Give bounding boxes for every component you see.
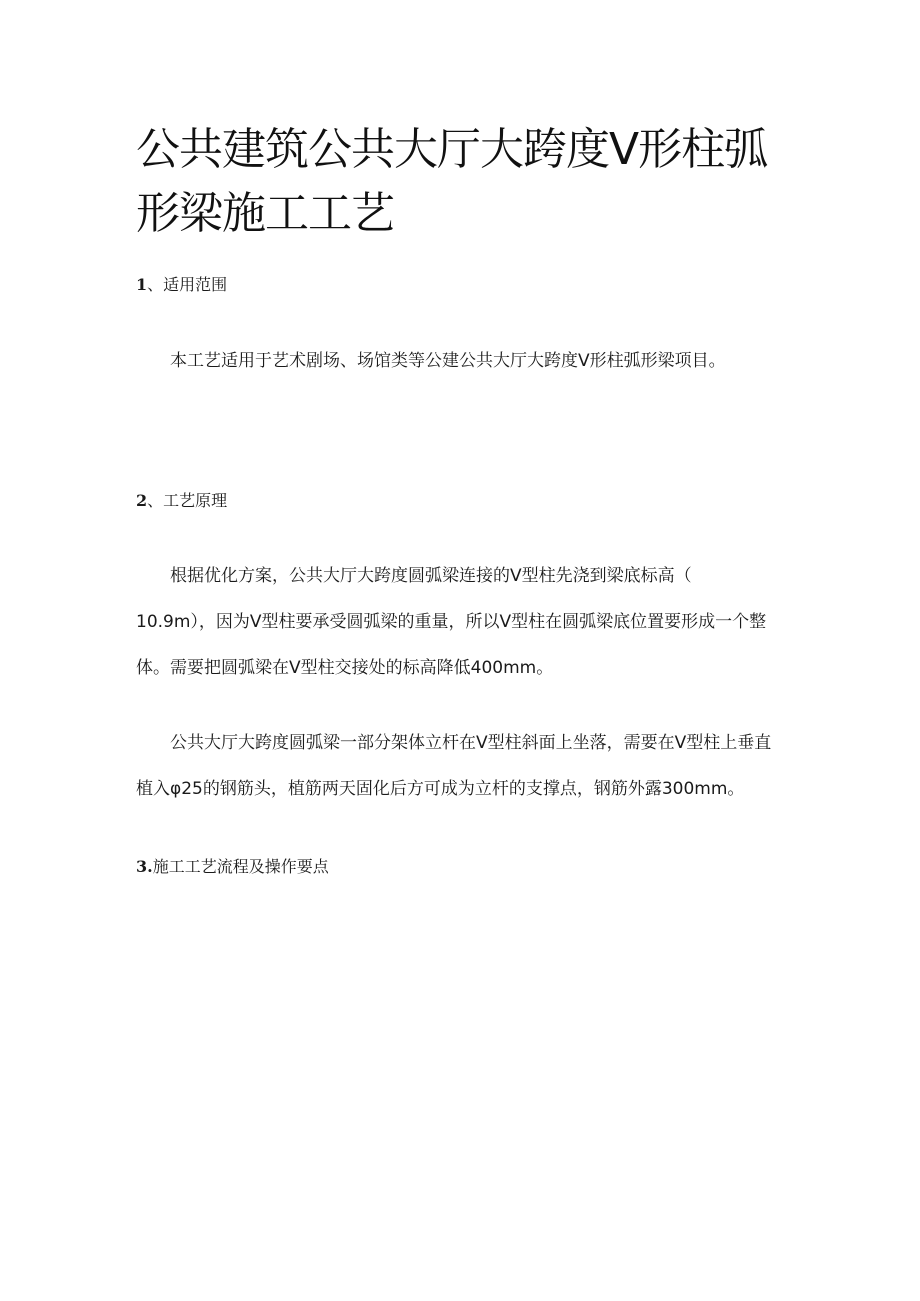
paragraph-line: 本工艺适用于艺术剧场、场馆类等公建公共大厅大跨度V形柱弧形梁项目。 <box>170 351 726 371</box>
paragraph-principle-1 <box>136 563 786 683</box>
section-number: 3. <box>136 857 153 876</box>
section-separator: 、 <box>147 275 164 294</box>
section-heading-text: 适用范围 <box>163 275 228 294</box>
paragraph-line: 根据优化方案，公共大厅大跨度圆弧梁连接的V型柱先浇到梁底标高（ <box>170 566 692 586</box>
document-title <box>136 118 796 246</box>
section-heading-text: 施工工艺流程及操作要点 <box>152 857 329 876</box>
section-heading-principle <box>136 489 227 513</box>
section-number: 2 <box>136 491 148 510</box>
section-heading-scope <box>136 273 227 297</box>
paragraph-scope <box>136 348 786 374</box>
paragraph-line: 体。需要把圆弧梁在V型柱交接处的标高降低400mm。 <box>136 658 554 678</box>
paragraph-line: 10.9m），因为V型柱要承受圆弧梁的重量，所以V型柱在圆弧梁底位置要形成一个整 <box>136 612 767 632</box>
title-line-1: 公共建筑公共大厅大跨度V形柱弧 <box>136 124 768 175</box>
section-heading-process <box>136 855 329 879</box>
section-heading-text: 工艺原理 <box>163 491 228 510</box>
section-separator: 、 <box>147 491 164 510</box>
paragraph-principle-2 <box>136 730 786 810</box>
paragraph-line: 公共大厅大跨度圆弧梁一部分架体立杆在V型柱斜面上坐落，需要在V型柱上垂直 <box>170 733 772 753</box>
section-number: 1 <box>136 275 148 294</box>
paragraph-line: 植入φ25的钢筋头，植筋两天固化后方可成为立杆的支撑点，钢筋外露300mm。 <box>136 779 745 799</box>
title-line-2: 形梁施工工艺 <box>136 188 394 239</box>
